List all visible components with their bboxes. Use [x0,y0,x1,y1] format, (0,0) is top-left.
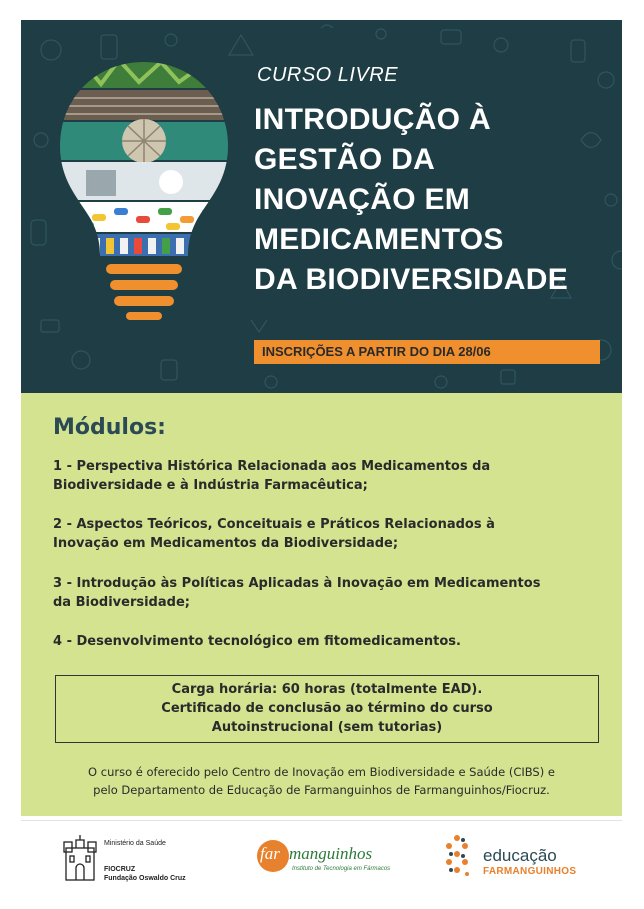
module-line: Inovação em Medicamentos da Biodiversidade; [53,536,399,551]
module-item [53,457,613,495]
note-line: O curso é oferecido pelo Centro de Inovação em Biodiversidade e Saúde (CIBS) e [88,765,555,779]
institute-subtitle: Instituto de Tecnologia em Fármacos [292,866,391,872]
module-line: 3 - Introdução às Políticas Aplicadas à Inovação em Medicamentos [53,576,541,591]
info-box [55,675,599,743]
course-title [254,100,614,300]
educacao-farmanguinhos-logo [443,834,593,880]
module-item [53,574,613,612]
dna-icon [443,834,473,878]
module-line: Biodiversidade e à Indústria Farmacêutica; [53,478,368,493]
module-item [53,632,613,651]
lightbulb-collage-icon [56,58,232,328]
title-line: GESTÃO DA [254,143,436,176]
divider [21,820,622,821]
ministry-text: Ministério da Saúde [104,840,166,847]
workload-text: Carga horária: 60 horas (totalmente EAD). [171,682,483,697]
course-kicker: CURSO LIVRE [257,64,399,86]
farmanguinhos-text: FARMANGUINHOS [483,866,577,877]
note-line: pelo Departamento de Educação de Farmanguinhos de Farmanguinhos/Fiocruz. [93,783,550,797]
fiocruz-text: FIOCRUZ [104,866,136,873]
fiocruz-logo [62,834,212,884]
farmanguinhos-logo [256,838,396,882]
module-line: da Biodiversidade; [53,595,190,610]
title-line: DA BIODIVERSIDADE [254,263,569,296]
module-item [53,515,613,553]
title-line: INOVAÇÃO EM [254,183,471,216]
hero-banner [21,20,622,393]
registration-banner: INSCRIÇÕES A PARTIR DO DIA 28/06 [254,340,600,364]
castle-icon [62,834,98,882]
educacao-text: educação [483,846,557,865]
modules-section [21,393,622,816]
manguinhos-text: manguinhos [289,844,373,863]
modules-heading: Módulos: [53,415,166,440]
module-line: 4 - Desenvolvimento tecnológico em fitomedicamentos. [53,634,461,649]
module-line: 2 - Aspectos Teóricos, Conceituais e Práticos Relacionados à [53,517,495,532]
title-line: MEDICAMENTOS [254,223,504,256]
offer-note [31,763,612,799]
module-line: 1 - Perspectiva Histórica Relacionada aos Medicamentos da [53,459,491,474]
foundation-text: Fundação Oswaldo Cruz [104,875,186,882]
self-instruction-text: Autoinstrucional (sem tutorias) [211,720,443,735]
far-text: far [260,844,280,863]
certificate-text: Certificado de conclusão ao término do curso [161,701,493,716]
title-line: INTRODUÇÃO À [254,103,491,136]
